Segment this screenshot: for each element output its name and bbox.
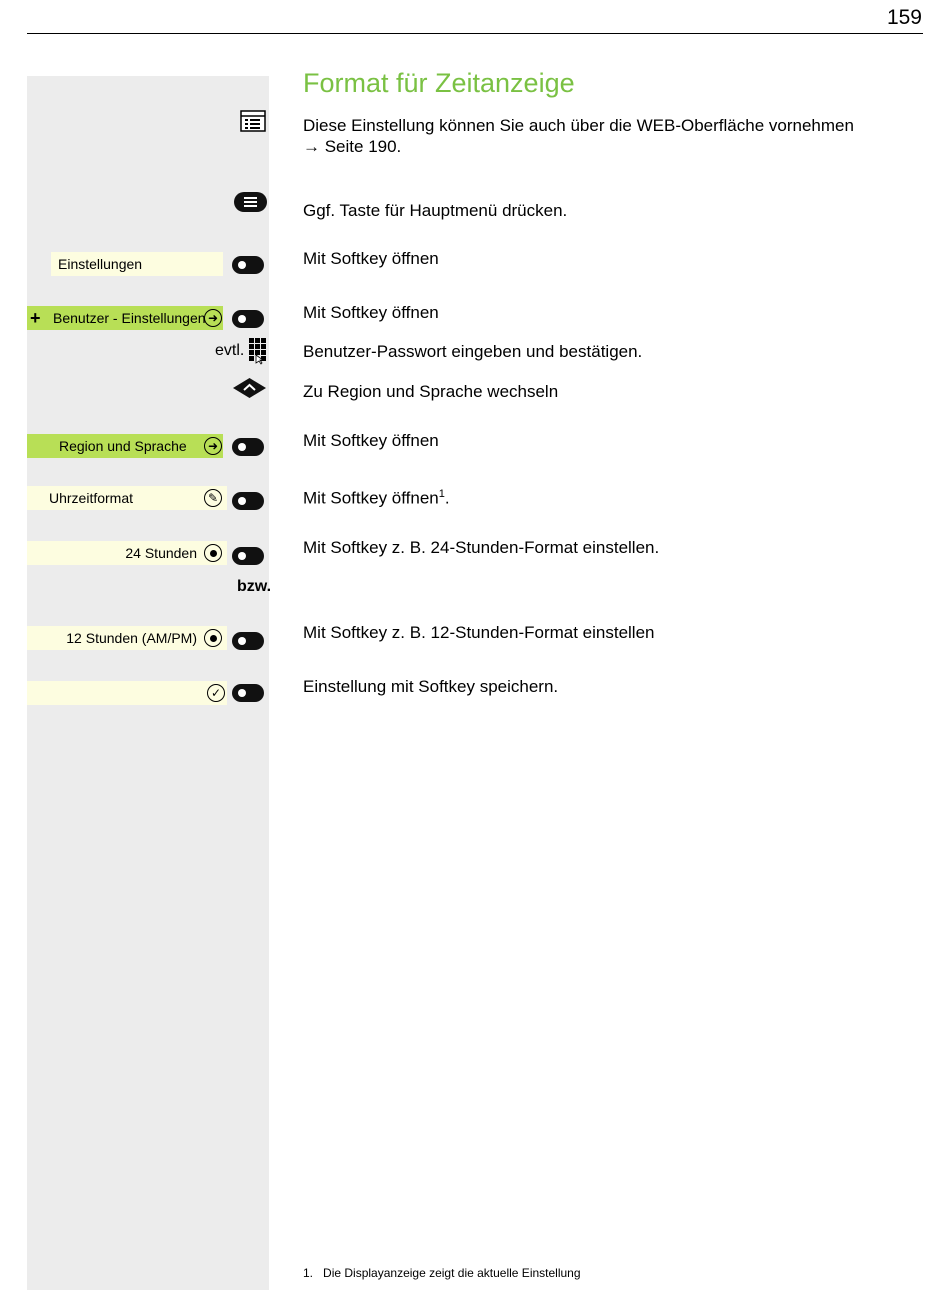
step-uhrzeit [303,484,450,509]
label-text: Uhrzeitformat [49,490,134,506]
web-note-line2[interactable]: → Seite 190. [303,137,402,156]
display-label-12h [27,626,227,650]
display-label-24h [27,541,227,565]
step-benutzer: Mit Softkey öffnen [303,303,439,322]
display-label-region [27,434,223,458]
label-text: Benutzer - Einstellungen [53,310,206,326]
label-text: 12 Stunden (AM/PM) [66,630,197,646]
step-save: Einstellung mit Softkey speichern. [303,677,559,696]
keypad-icon[interactable] [248,337,268,365]
web-interface-icon [240,110,266,132]
radio-selected-icon [204,544,222,562]
softkey-uhrzeit[interactable] [232,492,264,510]
softkey-save[interactable] [232,684,264,702]
radio-selected-icon [204,629,222,647]
web-note-line1: Diese Einstellung können Sie auch über die WEB-Oberfläche vornehmen [303,116,854,135]
evtl-label: evtl. [215,342,245,359]
step-passwort: Benutzer-Passwort eingeben und bestätigen. [303,342,643,361]
step-uhrzeit-period: . [444,488,450,508]
step-uhrzeit-text: Mit Softkey öffnen [303,488,439,508]
softkey-24h[interactable] [232,547,264,565]
label-text: 24 Stunden [125,545,197,561]
softkey-12h[interactable] [232,632,264,650]
display-label-save [27,681,227,705]
step-main-menu: Ggf. Taste für Hauptmenü drücken. [303,201,568,220]
header-rule [27,33,923,34]
page-title: Format für Zeitanzeige [303,68,575,98]
step-einstellungen: Mit Softkey öffnen [303,249,439,268]
navigation-key-icon[interactable] [233,378,266,398]
arrow-right-icon: ➜ [204,437,222,455]
footnote [303,1266,581,1280]
step-12h: Mit Softkey z. B. 12-Stunden-Format einstellen [303,623,655,642]
bzw-label: bzw. [237,578,272,595]
display-label-einstellungen [51,252,223,276]
footnote-ref: 1 [438,488,445,500]
page-number: 159 [886,6,922,29]
softkey-benutzer[interactable] [232,310,264,328]
main-menu-key-icon[interactable] [234,192,267,212]
step-navigate: Zu Region und Sprache wechseln [303,382,559,401]
footnote-text: Die Displayanzeige zeigt die aktuelle Einstellung [323,1266,581,1280]
softkey-region[interactable] [232,438,264,456]
display-label-uhrzeit [27,486,227,510]
step-24h: Mit Softkey z. B. 24-Stunden-Format einstellen. [303,538,660,557]
arrow-right-icon: ➜ [204,309,222,327]
display-label-benutzer [27,306,223,330]
checkmark-icon: ✓ [207,684,225,702]
label-text: Region und Sprache [59,438,187,454]
softkey-einstellungen[interactable] [232,256,264,274]
edit-icon: ✎ [204,489,222,507]
plus-icon: + [30,308,41,328]
footnote-number: 1. [303,1266,314,1280]
label-text: Einstellungen [58,256,143,272]
step-region: Mit Softkey öffnen [303,431,439,450]
